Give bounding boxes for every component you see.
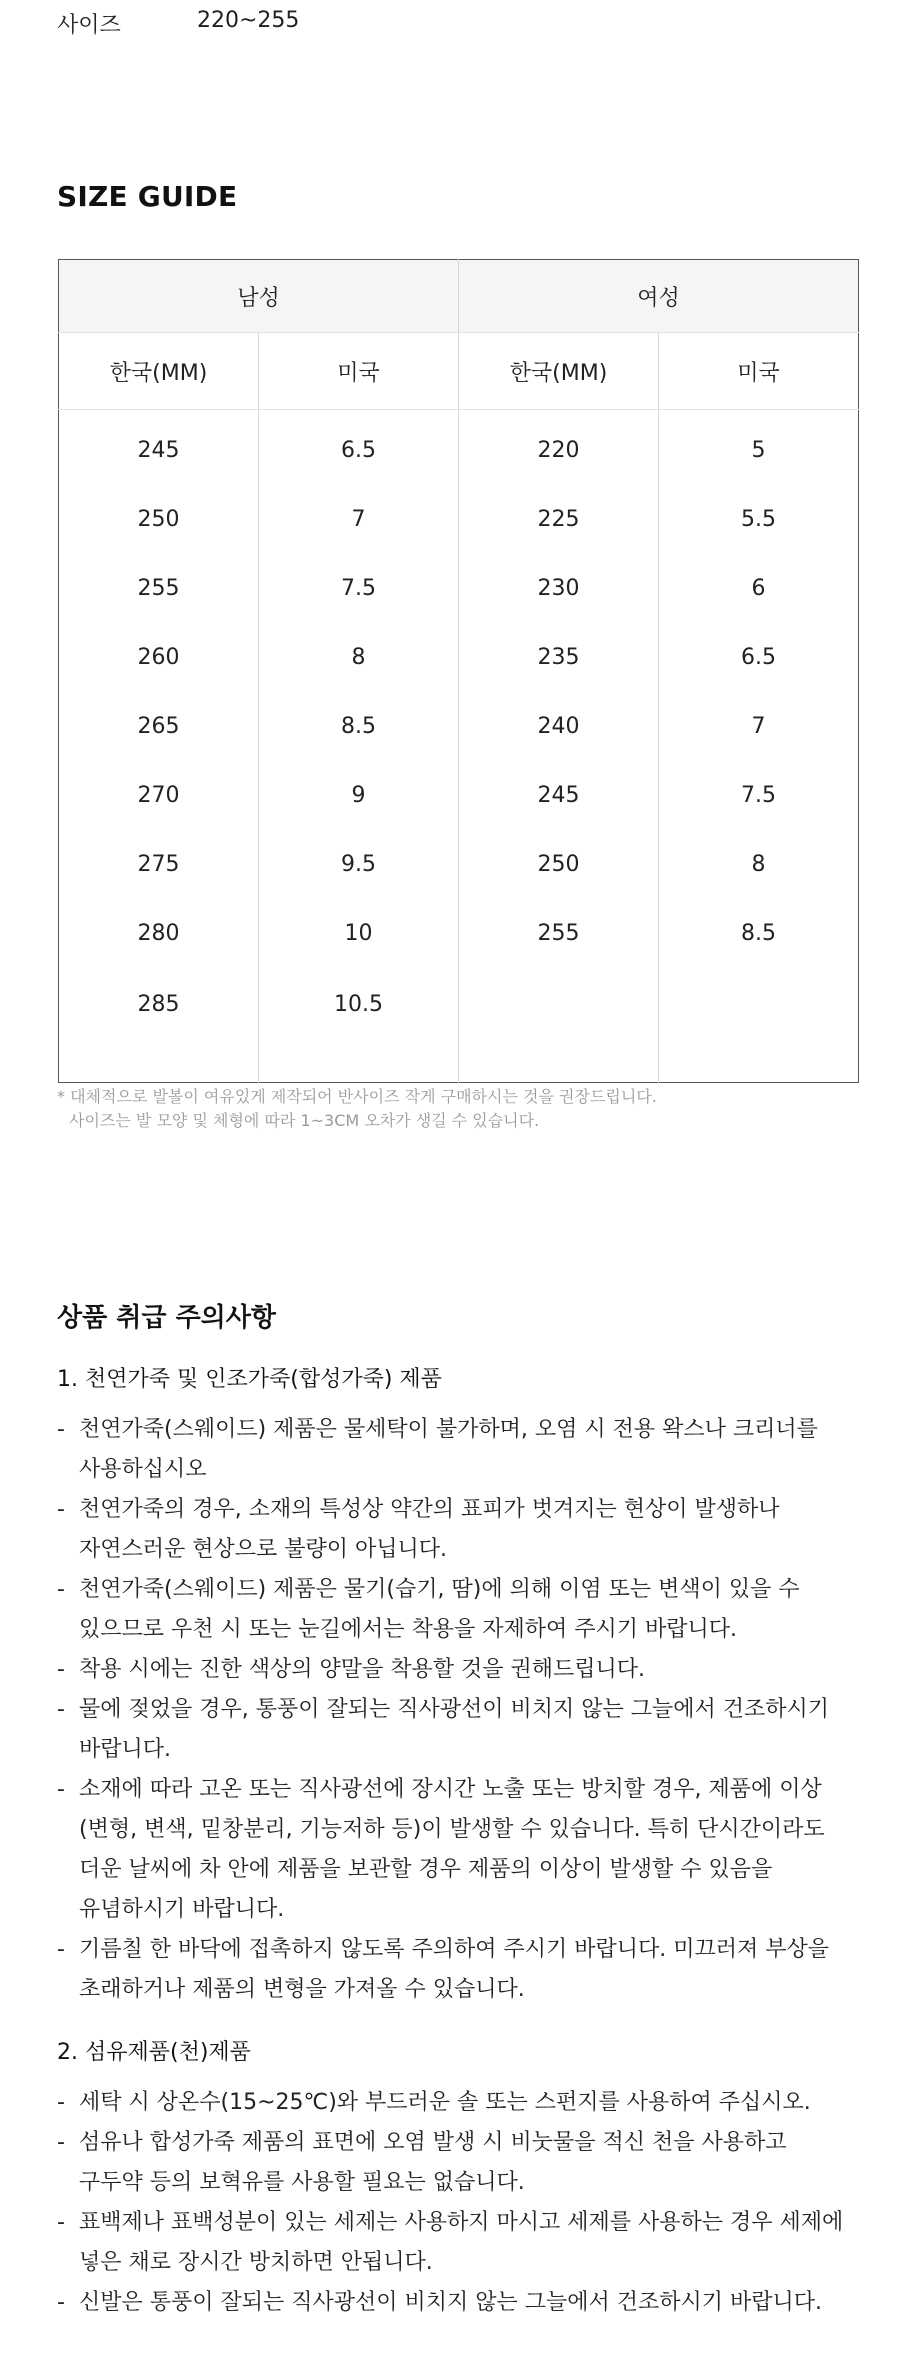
bullet-dash: - [57,1777,65,1802]
size-cell-men-kr: 260 [59,623,259,692]
care-item-line: 구두약 등의 보혁유를 사용할 필요는 없습니다. [79,2170,525,2195]
size-row [59,485,859,554]
size-note: * 대체적으로 발볼이 여유있게 제작되어 반사이즈 작게 구매하시는 것을 권장드립니다. [57,1087,657,1106]
care-item [57,1770,829,1930]
size-row [59,968,859,1083]
size-notes [57,1085,657,1133]
bullet-dash: - [57,1577,65,1602]
care-item-line: 섬유나 합성가죽 제품의 표면에 오염 발생 시 비눗물을 적신 천을 사용하고 [79,2130,787,2155]
size-value: 220~255 [197,8,300,33]
size-row [59,692,859,761]
size-cell-men-us: 9 [259,761,459,830]
care-item [57,2203,843,2283]
bullet-dash: - [57,2210,65,2235]
size-cell-men-kr: 270 [59,761,259,830]
size-cell-men-kr: 275 [59,830,259,899]
care-item-line: 기름칠 한 바닥에 접촉하지 않도록 주의하여 주시기 바랍니다. 미끄러져 부상을 [79,1937,829,1962]
care-item-line: 착용 시에는 진한 색상의 양말을 착용할 것을 권해드립니다. [79,1657,645,1682]
care-item [57,2283,843,2323]
size-cell-women-kr: 235 [459,623,659,692]
bullet-dash: - [57,1417,65,1442]
size-cell-men-us: 8 [259,623,459,692]
size-cell-women-us: 8.5 [741,921,776,946]
size-cell-women-us: 5 [751,438,766,463]
size-cell-women-us: 8 [751,852,766,877]
size-row [59,899,859,968]
care-item-line: 바랍니다. [79,1737,172,1762]
size-cell-women-kr: 230 [459,554,659,623]
care-item-line: 있으므로 우천 시 또는 눈길에서는 착용을 자제하여 주시기 바랍니다. [79,1617,737,1642]
size-cell-men-kr: 250 [59,485,259,554]
size-row [59,410,859,486]
bullet-dash: - [57,1937,65,1962]
care-item-line: 천연가죽의 경우, 소재의 특성상 약간의 표피가 벗겨지는 현상이 발생하나 [79,1497,780,1522]
care-item-line: 천연가죽(스웨이드) 제품은 물세탁이 불가하며, 오염 시 전용 왁스나 크리너를 [79,1417,818,1442]
size-cell-women-kr: 255 [459,899,659,968]
care-item-line: 초래하거나 제품의 변형을 가져올 수 있습니다. [79,1977,525,2002]
size-cell-women-us: 5.5 [741,507,776,532]
care-item-line: 소재에 따라 고온 또는 직사광선에 장시간 노출 또는 방치할 경우, 제품에 이상 [79,1777,822,1802]
size-cell-women-us [659,968,859,1083]
care-item [57,2083,843,2123]
size-cell-men-us: 7.5 [259,554,459,623]
care-item-line: 표백제나 표백성분이 있는 세제는 사용하지 마시고 세제를 사용하는 경우 세제에 [79,2210,844,2235]
size-cell-men-kr: 280 [59,899,259,968]
bullet-dash: - [57,1497,65,1522]
care-item [57,1410,829,1490]
bullet-dash: - [57,2090,65,2115]
men-kr-header: 한국(MM) [59,333,259,410]
size-cell-men-kr: 255 [59,554,259,623]
size-guide-title: SIZE GUIDE [57,180,238,213]
care-section-title: 2. 섬유제품(천)제품 [57,2040,251,2065]
women-header: 여성 [459,260,859,333]
men-header: 남성 [59,260,459,333]
care-item-line: 자연스러운 현상으로 불량이 아닙니다. [79,1537,448,1562]
size-label: 사이즈 [57,13,121,38]
size-cell-men-us: 10 [259,899,459,968]
women-kr-header: 한국(MM) [459,333,659,410]
size-cell-men-kr: 285 [59,968,259,1083]
size-row [59,623,859,692]
size-cell-women-us: 6.5 [741,645,776,670]
size-cell-women-kr: 240 [459,692,659,761]
care-item-line: (변형, 변색, 밑창분리, 기능저하 등)이 발생할 수 있습니다. 특히 단시간이라도 [79,1817,825,1842]
size-cell-men-us: 7 [259,485,459,554]
bullet-dash: - [57,2290,65,2315]
men-us-header: 미국 [259,333,459,410]
size-cell-men-us: 9.5 [259,830,459,899]
care-item [57,2123,843,2203]
care-title: 상품 취급 주의사항 [57,1303,277,1333]
size-cell-men-us: 10.5 [259,968,459,1083]
care-item [57,1930,829,2010]
size-note: 사이즈는 발 모양 및 체형에 따라 1~3CM 오차가 생길 수 있습니다. [69,1111,540,1130]
size-cell-men-us: 6.5 [259,410,459,486]
care-item-line: 더운 날씨에 차 안에 제품을 보관할 경우 제품의 이상이 발생할 수 있음을 [79,1857,773,1882]
care-item-line: 신발은 통풍이 잘되는 직사광선이 비치지 않는 그늘에서 건조하시기 바랍니다. [79,2290,823,2315]
care-item [57,1650,829,1690]
size-row [59,554,859,623]
size-cell-women-kr: 245 [459,761,659,830]
size-guide-table [58,259,859,1083]
size-row [59,761,859,830]
size-cell-women-kr: 220 [459,410,659,486]
care-item [57,1570,829,1650]
care-list [57,1410,829,2010]
size-row [59,830,859,899]
care-item [57,1490,829,1570]
care-list [57,2083,843,2323]
size-cell-women-kr [459,968,659,1083]
care-item-line: 물에 젖었을 경우, 통풍이 잘되는 직사광선이 비치지 않는 그늘에서 건조하시기 [79,1697,829,1722]
women-us-header: 미국 [659,333,859,410]
size-cell-men-kr: 265 [59,692,259,761]
size-cell-men-us: 8.5 [259,692,459,761]
bullet-dash: - [57,2130,65,2155]
care-item [57,1690,829,1770]
size-cell-men-kr: 245 [59,410,259,486]
care-section-title: 1. 천연가죽 및 인조가죽(합성가죽) 제품 [57,1367,442,1392]
care-item-line: 유념하시기 바랍니다. [79,1897,285,1922]
size-cell-women-us: 7.5 [741,783,776,808]
size-cell-women-us: 7 [751,714,766,739]
care-item-line: 넣은 채로 장시간 방치하면 안됩니다. [79,2250,433,2275]
care-item-line: 세탁 시 상온수(15~25℃)와 부드러운 솔 또는 스펀지를 사용하여 주십시오. [79,2090,811,2115]
care-item-line: 천연가죽(스웨이드) 제품은 물기(습기, 땀)에 의해 이염 또는 변색이 있을 수 [79,1577,800,1602]
size-cell-women-kr: 250 [459,830,659,899]
bullet-dash: - [57,1657,65,1682]
size-cell-women-kr: 225 [459,485,659,554]
care-item-line: 사용하십시오 [79,1457,207,1482]
bullet-dash: - [57,1697,65,1722]
size-cell-women-us: 6 [751,576,766,601]
